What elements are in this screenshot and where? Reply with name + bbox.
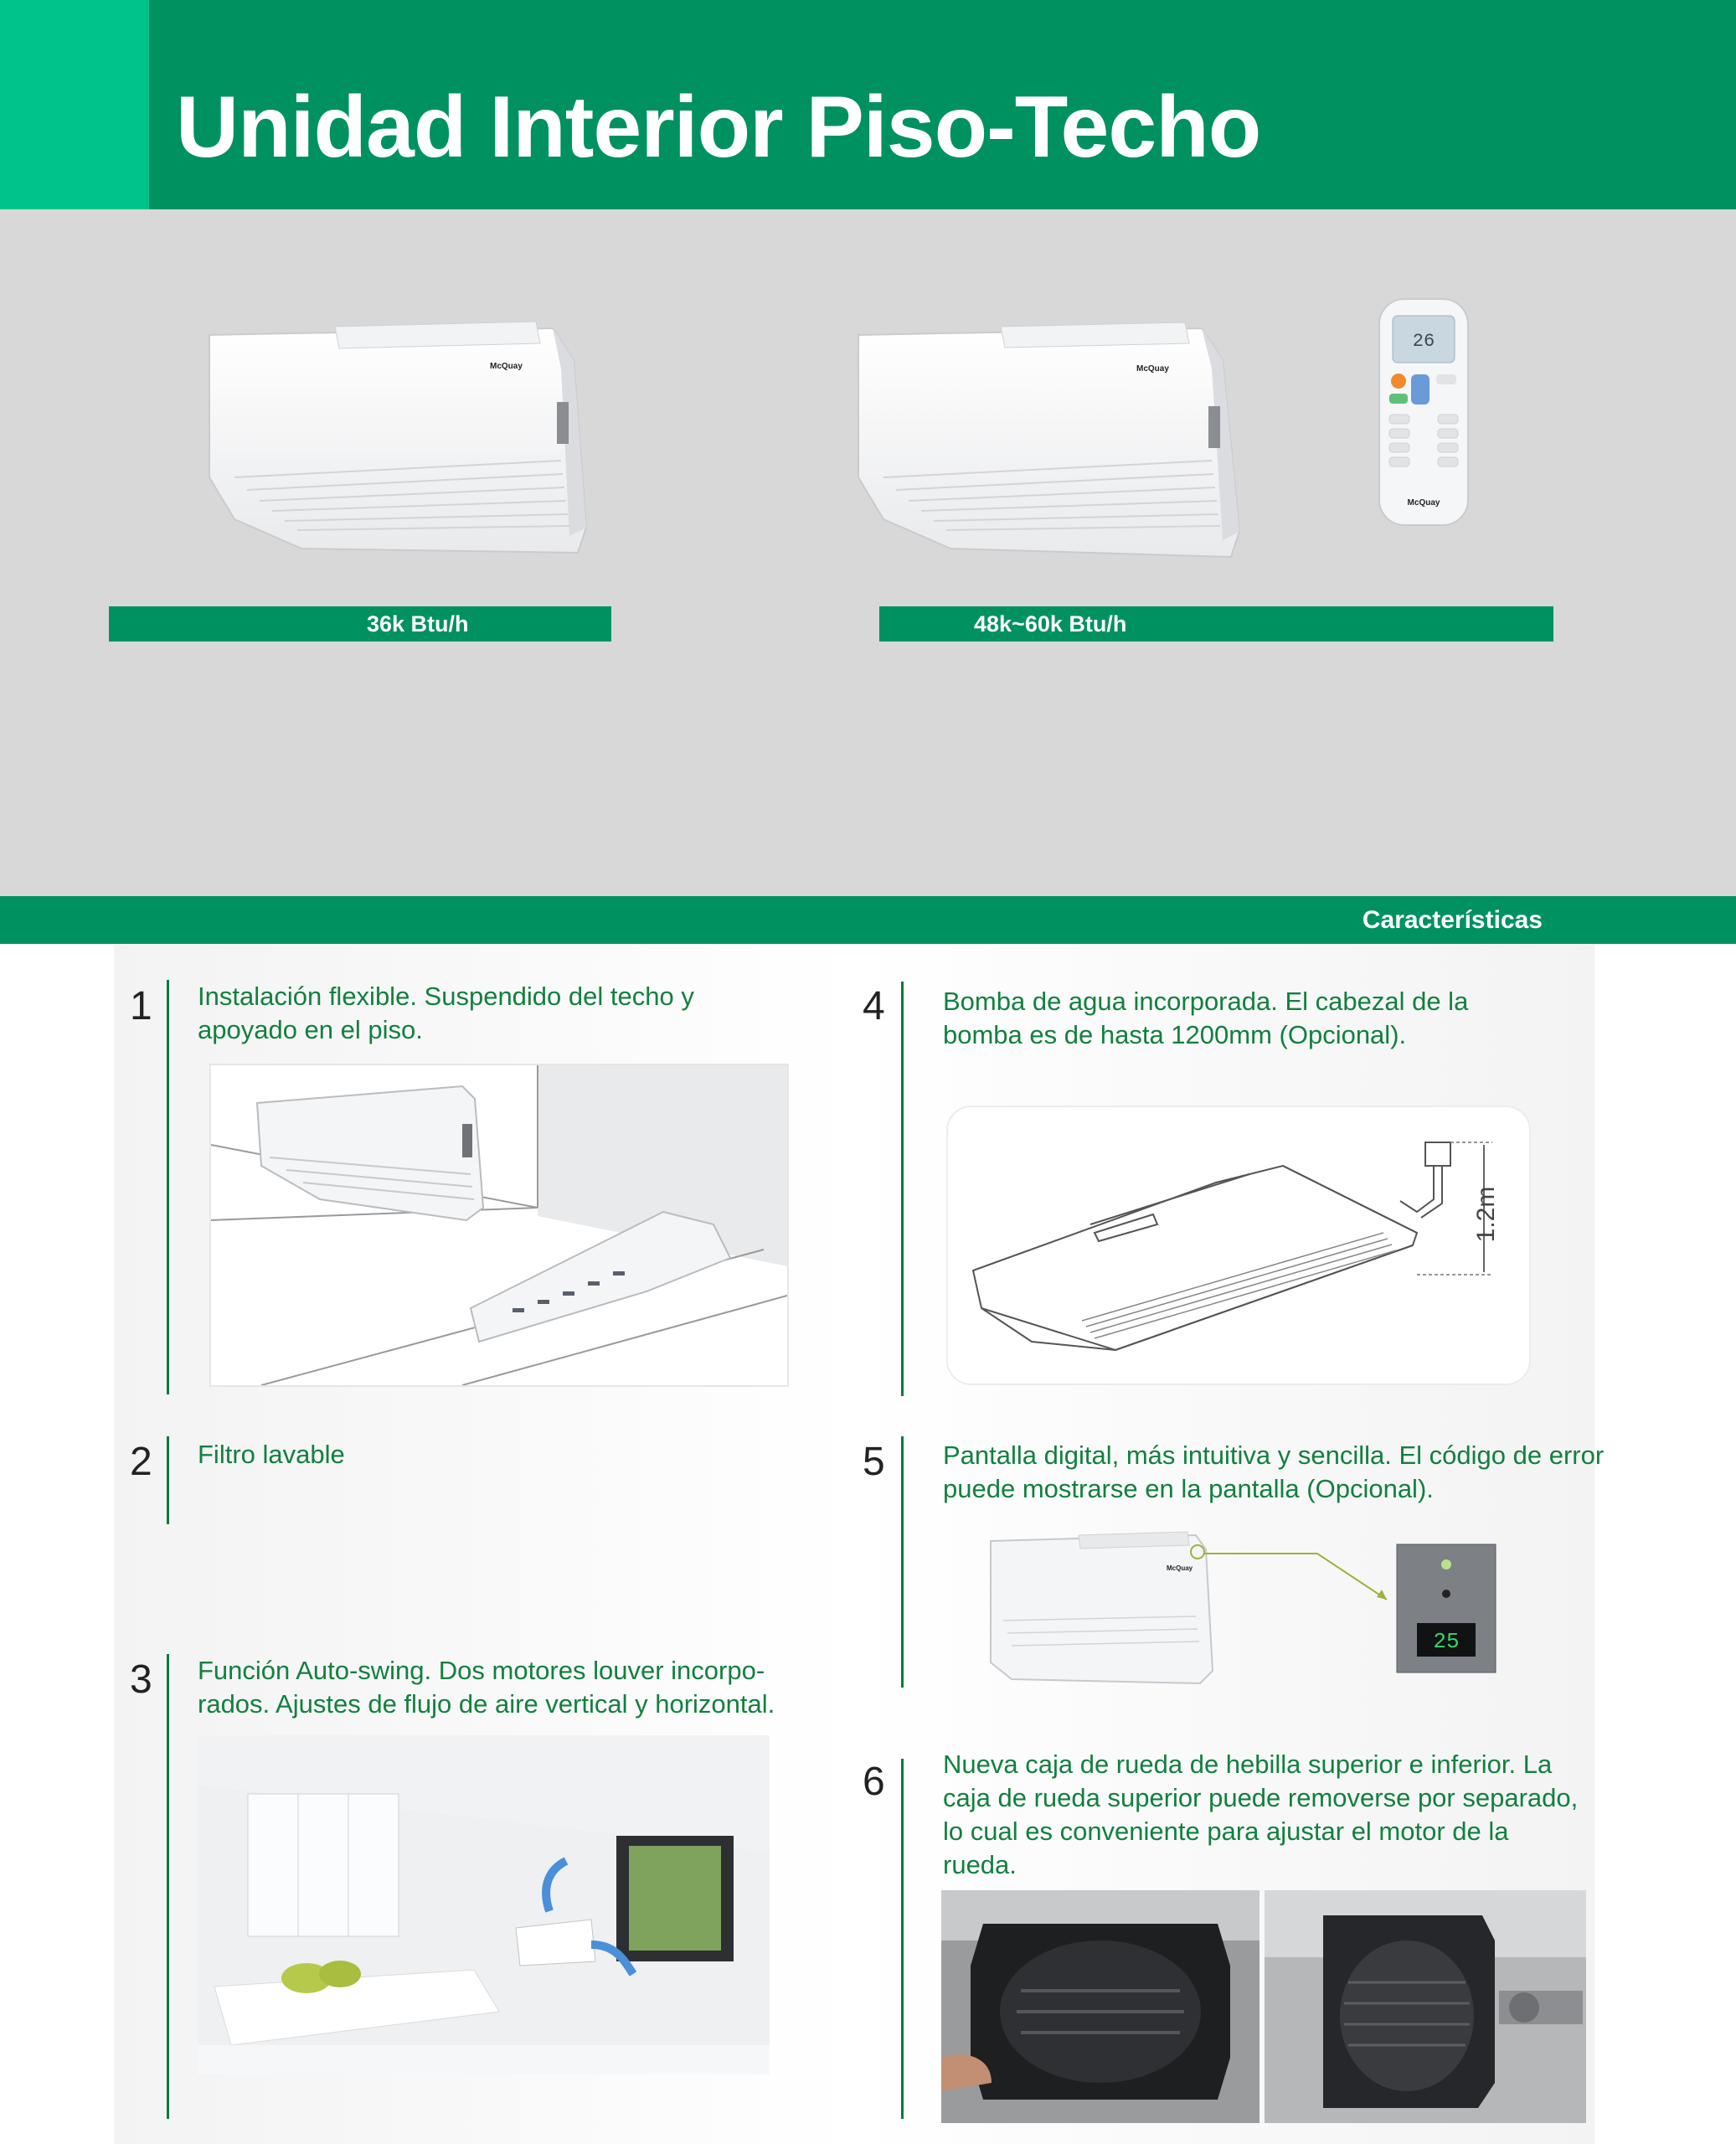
feature-text-5: Pantalla digital, más intuitiva y sencilla. El código de error puede mostrarse en la pantalla (Opcional). [943, 1440, 1605, 1503]
pump-height-label: 1.2m [1472, 1186, 1500, 1243]
feature-divider-3 [167, 1654, 169, 2119]
feature-number-4: 4 [863, 984, 885, 1028]
feature-divider-5 [901, 1436, 904, 1688]
feature-divider-6 [901, 1759, 904, 2119]
feature-divider-1 [167, 980, 169, 1394]
feature-number-5: 5 [863, 1440, 885, 1484]
features-header [0, 896, 1736, 944]
feature-divider-2 [167, 1436, 169, 1524]
wheel-box-photo-2 [1265, 1890, 1586, 2123]
feature-number-1: 1 [130, 984, 152, 1028]
remote-brand: McQuay [1407, 498, 1440, 508]
feature-number-3: 3 [130, 1657, 152, 1702]
digital-display-panel [1396, 1544, 1496, 1673]
model-label-bar-2 [879, 606, 1553, 642]
panel-display-value: 25 [1433, 1629, 1460, 1654]
feature-number-2: 2 [130, 1440, 152, 1484]
water-pump-diagram [946, 1106, 1531, 1385]
wheel-box-photo-1 [941, 1890, 1260, 2123]
feature-divider-4 [901, 982, 904, 1396]
remote-control-image [1378, 297, 1470, 528]
brand-logo: McQuay [1167, 1564, 1193, 1572]
feature-text-6: Nueva caja de rueda de hebilla superior e inferior. La caja de rueda superior puede removerse por separado, lo cual es conveniente para ajustar el motor de la rueda. [943, 1750, 1579, 1879]
product-band [0, 209, 1736, 896]
indoor-unit-48k-60k-image [850, 306, 1252, 565]
page-header [0, 0, 1736, 209]
remote-display-temp: 26 [1412, 331, 1435, 352]
feature-text-4: Bomba de agua incorporada. El cabezal de la bomba es de hasta 1200mm (Opcional). [943, 987, 1469, 1049]
feature-text-3: Función Auto-swing. Dos motores louver incorpo-rados. Ajustes de flujo de aire vertical y horizontal. [198, 1656, 775, 1719]
model-label-48k-60k: 48k~60k Btu/h [974, 611, 1127, 636]
living-room-photo [198, 1735, 770, 2074]
features-title: Características [1362, 906, 1543, 934]
installation-illustration [209, 1064, 789, 1387]
page-title: Unidad Interior Piso-Techo [176, 79, 1261, 176]
feature-number-6: 6 [863, 1760, 885, 1804]
model-label-36k: 36k Btu/h [367, 611, 469, 636]
feature-text-1: Instalación flexible. Suspendido del techo y apoyado en el piso. [198, 982, 694, 1044]
model-label-bar-1 [109, 606, 611, 642]
brand-logo: McQuay [490, 362, 523, 371]
brand-logo: McQuay [1136, 364, 1169, 374]
feature-text-2: Filtro lavable [198, 1440, 345, 1469]
indoor-unit-36k-image [201, 310, 595, 561]
header-accent [0, 0, 149, 209]
